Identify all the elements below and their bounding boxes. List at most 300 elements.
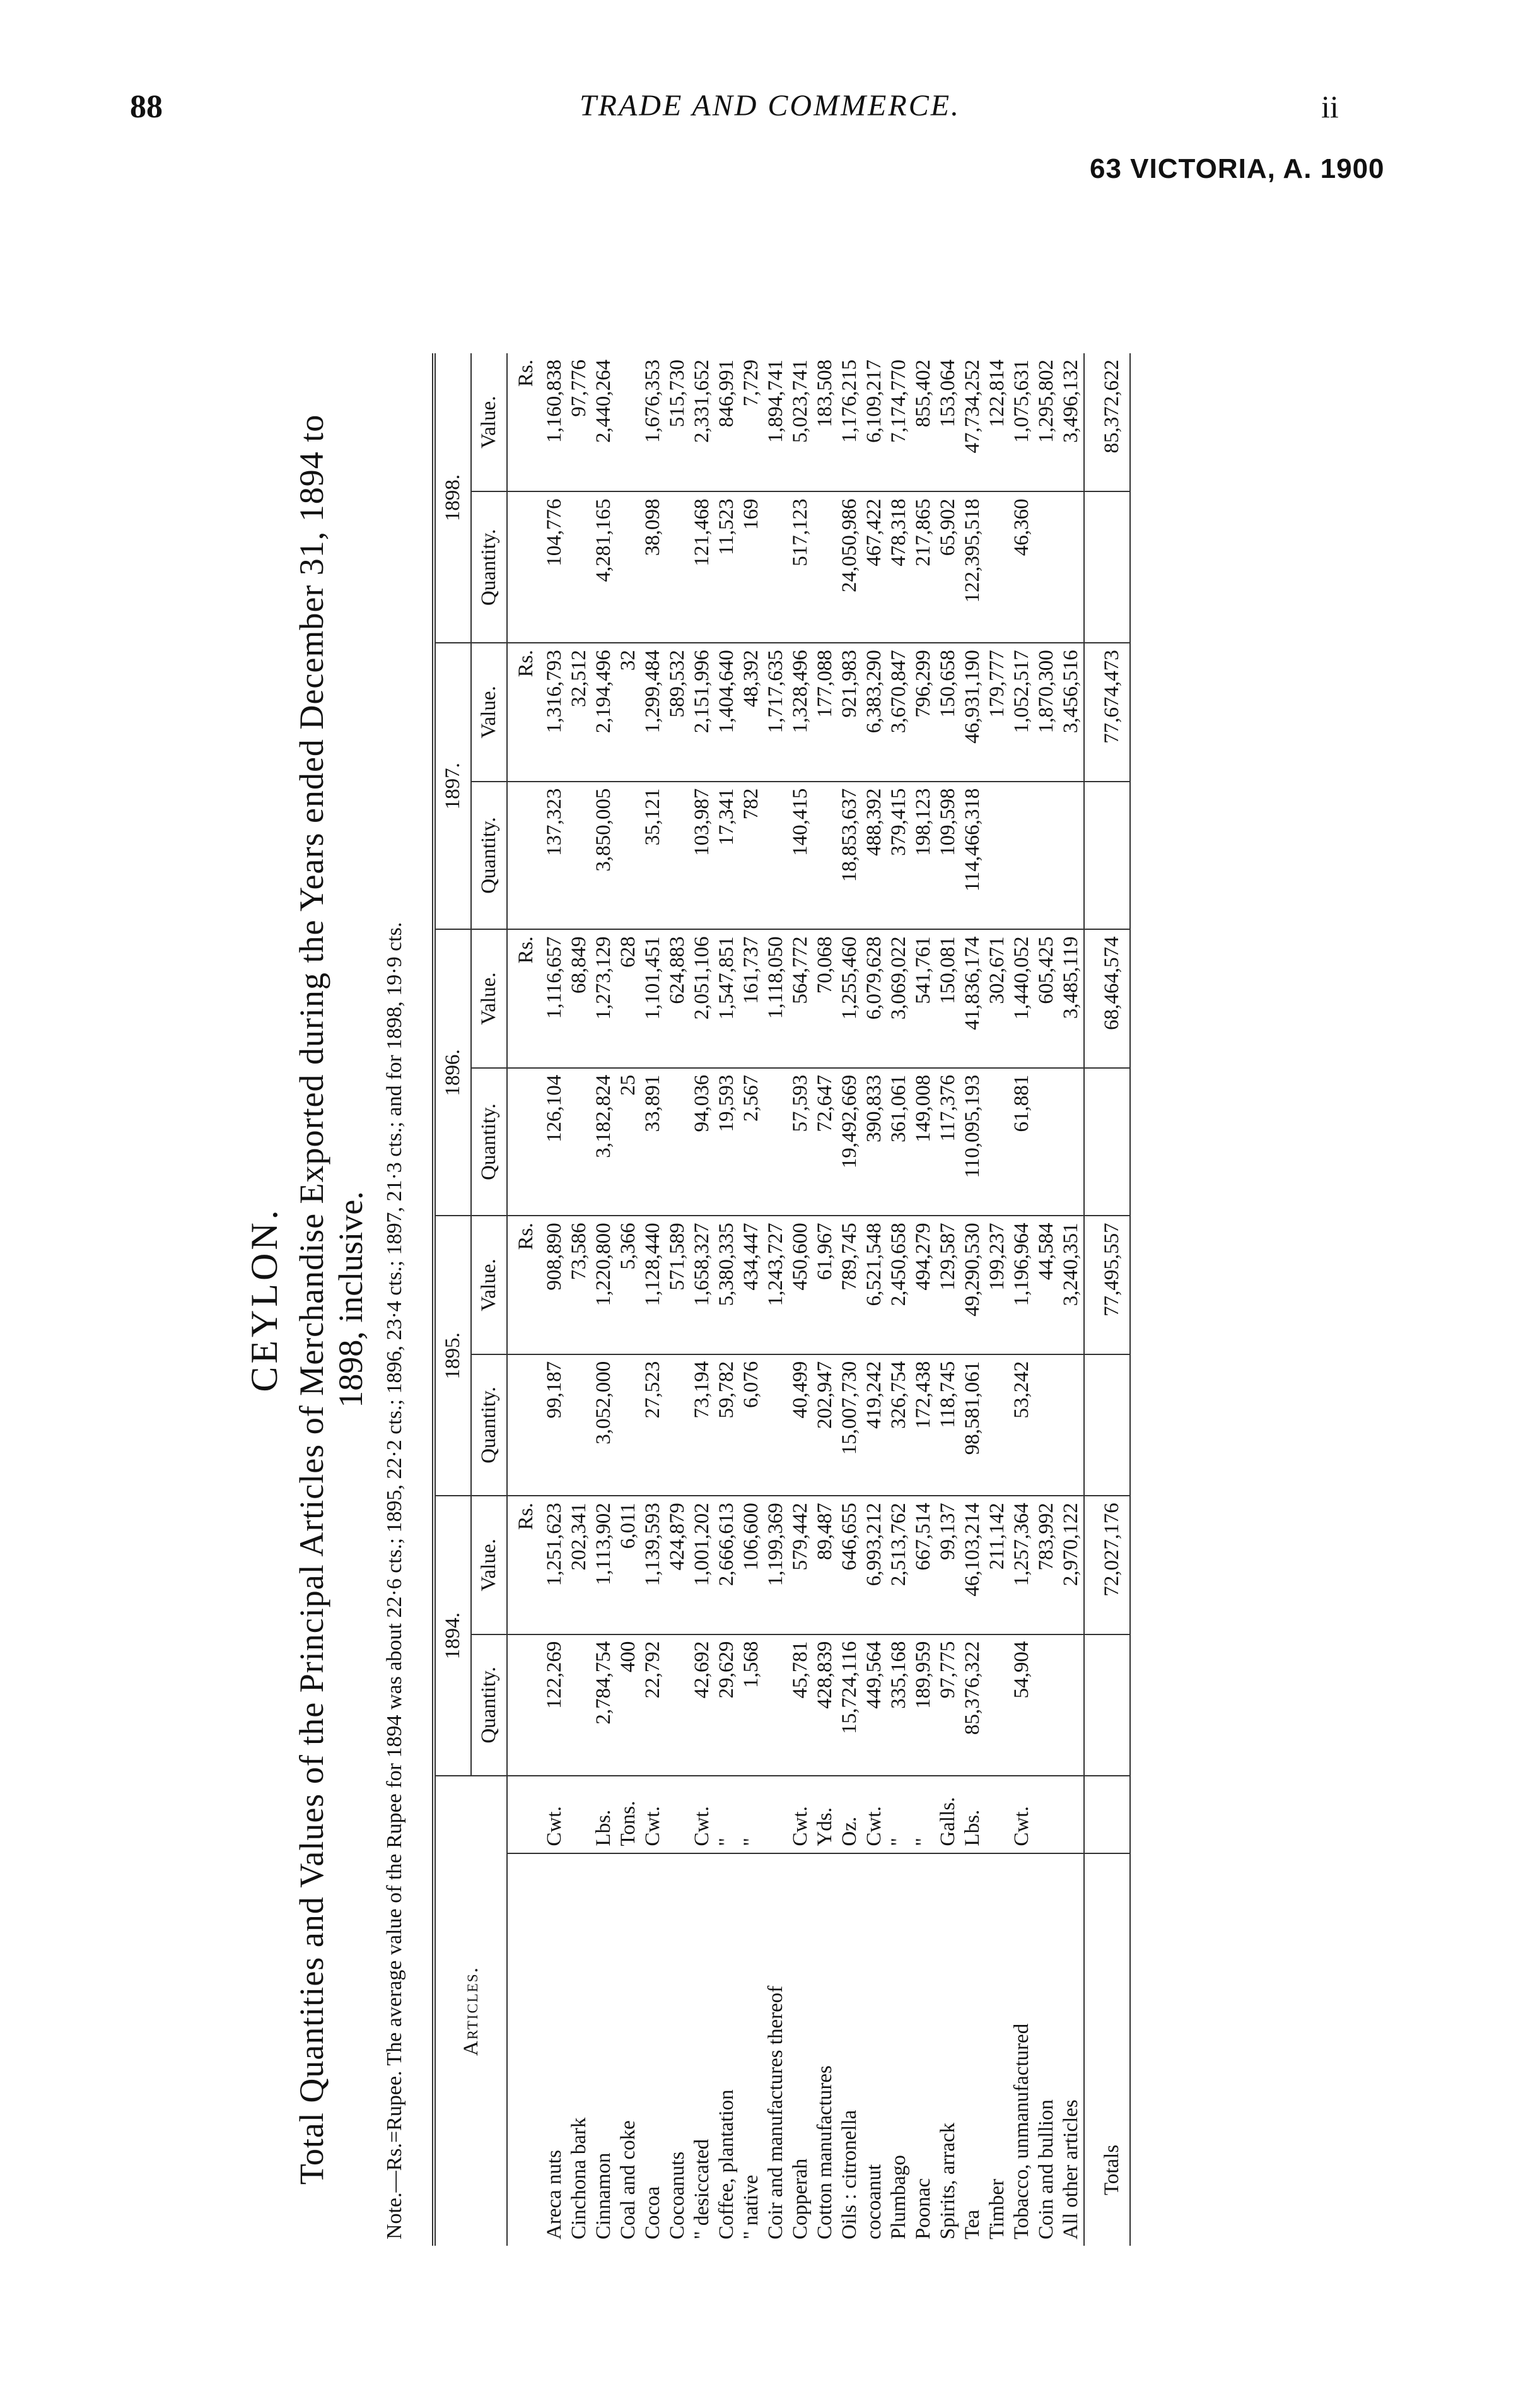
value-header: Value. [471,1216,507,1354]
table-row [739,353,764,2246]
quantity-cell-1896: 72,647 [813,1068,837,1216]
value-header: Value. [471,643,507,781]
quantity-cell-1897 [1010,782,1034,930]
value-cell-1897: 1,328,496 [788,643,813,781]
quantity-cell-1894: 2,784,754 [592,1634,616,1776]
quantity-cell-1896: 117,376 [936,1068,960,1216]
value-cell-1895: 3,240,351 [1059,1216,1084,1354]
value-cell-1894: 2,666,613 [715,1496,739,1634]
value-cell-1895: 494,279 [911,1216,936,1354]
table-row [542,353,567,2246]
article-name: Coir and manufactures thereof [764,1853,788,2246]
quantity-cell-1894 [665,1634,690,1776]
currency-label: Rs. [507,643,542,781]
quantity-cell-1896 [764,1068,788,1216]
unit-cell [665,1776,690,1853]
unit-cell: " [887,1776,911,1853]
quantity-cell-1895: 53,242 [1010,1354,1034,1496]
article-name: Coin and bullion [1034,1853,1059,2246]
quantity-cell-1895: 6,076 [739,1354,764,1496]
quantity-cell-1898: 104,776 [542,491,567,643]
quantity-cell-1894: 428,839 [813,1634,837,1776]
unit-cell: Cwt. [1010,1776,1034,1853]
value-cell-1895: 434,447 [739,1216,764,1354]
value-cell-1896: 564,772 [788,929,813,1067]
value-cell-1897: 6,383,290 [862,643,887,781]
quantity-cell-1894: 54,904 [1010,1634,1034,1776]
quantity-cell-1896: 94,036 [690,1068,715,1216]
value-cell-1897: 1,404,640 [715,643,739,781]
value-header: Value. [471,353,507,491]
article-name: Oils : citronella [837,1853,862,2246]
value-cell-1898: 855,402 [912,360,935,428]
quantity-cell-1898 [764,491,788,643]
value-cell-1898: 122,814 [986,360,1008,428]
unit-cell: " [715,1776,739,1853]
quantity-cell-1897: 137,323 [542,782,567,930]
quantity-cell-1894: 189,959 [911,1634,936,1776]
value-cell-1898: 1,894,741 [764,360,787,443]
quantity-cell-1898 [1059,491,1084,643]
table-row [1059,353,1084,2246]
value-cell-1898: 1,176,215 [838,360,861,443]
quantity-cell-1895: 172,438 [911,1354,936,1496]
value-cell-1894: 46,103,214 [960,1496,985,1634]
quantity-cell-1894: 122,269 [542,1634,567,1776]
value-cell-1894: 2,513,762 [887,1496,911,1634]
quantity-cell-1896 [665,1068,690,1216]
value-cell-1897: 1,052,517 [1010,643,1034,781]
value-cell-1895: 199,237 [985,1216,1010,1354]
value-cell-1895: 49,290,530 [960,1216,985,1354]
quantity-cell-1894: 45,781 [788,1634,813,1776]
value-cell-1895: 129,587 [936,1216,960,1354]
table-row [665,353,690,2246]
quantity-cell-1896: 361,061 [887,1068,911,1216]
table-row [985,353,1010,2246]
value-cell-1895: 61,967 [813,1216,837,1354]
currency-label: Rs. [515,360,537,387]
value-cell-1896: 70,068 [813,929,837,1067]
value-header: Value. [471,929,507,1067]
quantity-cell-1897: 3,850,005 [592,782,616,930]
value-cell-1896: 302,671 [985,929,1010,1067]
quantity-cell-1898: 122,395,518 [960,491,985,643]
table-row [960,353,985,2246]
value-cell-1898: 2,331,652 [691,360,713,443]
value-cell-1894: 783,992 [1034,1496,1059,1634]
value-cell-1897: 48,392 [739,643,764,781]
unit-cell: Lbs. [592,1776,616,1853]
value-cell-1896: 628 [616,929,641,1067]
quantity-cell-1896: 19,492,669 [837,1068,862,1216]
quantity-header: Quantity. [471,1634,507,1776]
articles-header: Articles. [434,1776,507,2246]
value-cell-1897: 177,088 [813,643,837,781]
quantity-cell-1896: 149,008 [911,1068,936,1216]
value-cell-1896: 1,118,050 [764,929,788,1067]
value-cell-1896: 1,116,657 [542,929,567,1067]
value-cell-1895: 450,600 [788,1216,813,1354]
unit-cell: " [739,1776,764,1853]
unit-cell: Lbs. [960,1776,985,1853]
quantity-cell-1897: 103,987 [690,782,715,930]
value-cell-1895: 908,890 [542,1216,567,1354]
quantity-cell-1894 [1059,1634,1084,1776]
quantity-cell-1895: 40,499 [788,1354,813,1496]
year-header-1894: 1894. [434,1496,471,1776]
value-cell-1897: 1,870,300 [1034,643,1059,781]
quantity-cell-1894: 42,692 [690,1634,715,1776]
value-cell-1898: 1,676,353 [641,360,664,443]
value-cell-1898: 183,508 [814,360,836,428]
quantity-cell-1896 [1059,1068,1084,1216]
table-row [764,353,788,2246]
quantity-cell-1895: 59,782 [715,1354,739,1496]
quantity-cell-1898 [665,491,690,643]
value-cell-1896: 1,101,451 [641,929,665,1067]
quantity-cell-1896 [567,1068,592,1216]
value-cell-1896: 41,836,174 [960,929,985,1067]
quantity-cell-1895: 326,754 [887,1354,911,1496]
article-name: Poonac [911,1853,936,2246]
value-cell-1894: 2,970,122 [1059,1496,1084,1634]
quantity-cell-1894 [985,1634,1010,1776]
article-name: Spirits, arrack [936,1853,960,2246]
table-row [936,353,960,2246]
value-cell-1897: 3,456,516 [1059,643,1084,781]
quantity-cell-1895 [764,1354,788,1496]
value-cell-1897: 589,532 [665,643,690,781]
quantity-cell-1895 [665,1354,690,1496]
unit-cell: " [911,1776,936,1853]
article-name: Cocoa [641,1853,665,2246]
table-row [837,353,862,2246]
quantity-cell-1898: 4,281,165 [592,491,616,643]
article-name: Copperah [788,1853,813,2246]
unit-cell [1034,1776,1059,1853]
quantity-cell-1898 [985,491,1010,643]
quantity-cell-1898 [567,491,592,643]
session-label: 63 VICTORIA, A. 1900 [1090,153,1385,184]
value-cell-1895: 1,220,800 [592,1216,616,1354]
value-cell-1895: 571,589 [665,1216,690,1354]
quantity-cell-1897: 17,341 [715,782,739,930]
quantity-cell-1895 [1034,1354,1059,1496]
quantity-cell-1896: 57,593 [788,1068,813,1216]
value-cell-1896: 2,051,106 [690,929,715,1067]
article-name: Cocoanuts [665,1853,690,2246]
quantity-cell-1898: 467,422 [862,491,887,643]
value-cell-1898: 153,064 [936,360,959,428]
unit-cell: Cwt. [862,1776,887,1853]
quantity-cell-1896: 390,833 [862,1068,887,1216]
quantity-cell-1897 [985,782,1010,930]
quantity-cell-1897 [665,782,690,930]
table-row [911,353,936,2246]
quantity-cell-1897: 18,853,637 [837,782,862,930]
value-cell-1897: 1,299,484 [641,643,665,781]
quantity-cell-1895: 27,523 [641,1354,665,1496]
quantity-cell-1895 [985,1354,1010,1496]
quantity-cell-1894: 449,564 [862,1634,887,1776]
table-row [788,353,813,2246]
value-cell-1896: 68,849 [567,929,592,1067]
currency-label: Rs. [507,929,542,1067]
article-name: Cotton manufactures [813,1853,837,2246]
quantity-cell-1896: 19,593 [715,1068,739,1216]
value-cell-1896: 605,425 [1034,929,1059,1067]
total-1894: 72,027,176 [1084,1496,1130,1634]
value-cell-1898: 1,075,631 [1010,360,1033,443]
table-row [616,353,641,2246]
value-cell-1896: 6,079,628 [862,929,887,1067]
unit-cell: Cwt. [542,1776,567,1853]
quantity-cell-1897: 782 [739,782,764,930]
totals-row [1084,353,1130,2246]
rupee-note: Note.—Rs.=Rupee. The average value of the Rupee for 1894 was about 22·6 cts.; 1895, 22·2 cts.; 1896, 23·4 cts.; 1897, 21·3 cts.; and for 1898, 19·9 cts. [383,922,406,2239]
quantity-cell-1894: 400 [616,1634,641,1776]
value-cell-1898: 846,991 [715,360,738,428]
quantity-cell-1894: 15,724,116 [837,1634,862,1776]
quantity-header: Quantity. [471,491,507,643]
value-cell-1894: 202,341 [567,1496,592,1634]
quantity-cell-1898: 46,360 [1010,491,1034,643]
table-row [690,353,715,2246]
value-cell-1894: 1,199,369 [764,1496,788,1634]
article-name: Timber [985,1853,1010,2246]
article-name: Tobacco, unmanufactured [1010,1853,1034,2246]
article-name: All other articles [1059,1853,1084,2246]
table-row [715,353,739,2246]
value-cell-1896: 1,440,052 [1010,929,1034,1067]
quantity-cell-1896: 110,095,193 [960,1068,985,1216]
quantity-cell-1897: 140,415 [788,782,813,930]
value-cell-1898: 515,730 [666,360,689,428]
value-cell-1896: 541,761 [911,929,936,1067]
running-head: TRADE AND COMMERCE. [579,89,961,122]
quantity-cell-1894 [764,1634,788,1776]
value-cell-1895: 5,380,335 [715,1216,739,1354]
quantity-cell-1898: 38,098 [641,491,665,643]
quantity-cell-1898: 517,123 [788,491,813,643]
table-row [887,353,911,2246]
table-title-line-2: 1898, inclusive. [332,1191,370,1408]
quantity-cell-1898: 169 [739,491,764,643]
article-name: Cinnamon [592,1853,616,2246]
article-name: Plumbago [887,1853,911,2246]
currency-label: Rs. [507,1496,542,1634]
article-name: Tea [960,1853,985,2246]
value-cell-1895: 5,366 [616,1216,641,1354]
value-cell-1894: 99,137 [936,1496,960,1634]
article-name: Areca nuts [542,1853,567,2246]
quantity-cell-1895 [1059,1354,1084,1496]
quantity-cell-1898: 121,468 [690,491,715,643]
value-cell-1898: 2,440,264 [592,360,615,443]
value-cell-1894: 646,655 [837,1496,862,1634]
quantity-cell-1898: 478,318 [887,491,911,643]
quantity-cell-1898 [813,491,837,643]
article-name: cocoanut [862,1853,887,2246]
quantity-cell-1897: 198,123 [911,782,936,930]
quantity-header: Quantity. [471,782,507,930]
value-cell-1896: 1,255,460 [837,929,862,1067]
unit-cell: Cwt. [788,1776,813,1853]
quantity-cell-1897 [813,782,837,930]
value-cell-1898: 1,295,802 [1035,360,1058,443]
value-cell-1895: 1,196,964 [1010,1216,1034,1354]
quantity-cell-1897 [764,782,788,930]
quantity-cell-1897 [1059,782,1084,930]
value-cell-1897: 3,670,847 [887,643,911,781]
total-1895: 77,495,557 [1084,1216,1130,1354]
unit-cell: Oz. [837,1776,862,1853]
value-cell-1897: 796,299 [911,643,936,781]
value-cell-1898: 97,776 [568,360,590,417]
quantity-cell-1896: 2,567 [739,1068,764,1216]
value-cell-1894: 1,001,202 [690,1496,715,1634]
unit-cell: Cwt. [690,1776,715,1853]
quantity-cell-1894 [567,1634,592,1776]
value-cell-1895: 44,584 [1034,1216,1059,1354]
quantity-cell-1897: 488,392 [862,782,887,930]
unit-cell: Tons. [616,1776,641,1853]
year-header-1896: 1896. [434,929,471,1216]
unit-cell: Cwt. [641,1776,665,1853]
value-cell-1894: 579,442 [788,1496,813,1634]
quantity-cell-1895: 15,007,730 [837,1354,862,1496]
quantity-cell-1898: 217,865 [911,491,936,643]
quantity-cell-1897: 109,598 [936,782,960,930]
quantity-cell-1894: 29,629 [715,1634,739,1776]
quantity-cell-1896: 25 [616,1068,641,1216]
quantity-cell-1898 [616,491,641,643]
article-name: Coffee, plantation [715,1853,739,2246]
quantity-cell-1897 [616,782,641,930]
value-cell-1897: 46,931,190 [960,643,985,781]
exports-table [432,353,1131,2246]
quantity-cell-1898: 24,050,986 [837,491,862,643]
value-cell-1894: 211,142 [985,1496,1010,1634]
value-cell-1894: 6,993,212 [862,1496,887,1634]
quantity-cell-1894: 85,376,322 [960,1634,985,1776]
value-cell-1894: 1,113,902 [592,1496,616,1634]
total-1898: 85,372,622 [1084,353,1130,491]
value-cell-1898: 3,496,132 [1059,360,1082,443]
total-1896: 68,464,574 [1084,929,1130,1067]
value-cell-1895: 2,450,658 [887,1216,911,1354]
quantity-cell-1898: 11,523 [715,491,739,643]
quantity-header: Quantity. [471,1068,507,1216]
value-cell-1894: 106,600 [739,1496,764,1634]
value-cell-1896: 161,737 [739,929,764,1067]
table-row [1034,353,1059,2246]
part-label: ii [1321,89,1339,124]
value-cell-1898: 6,109,217 [863,360,885,443]
value-cell-1895: 789,745 [837,1216,862,1354]
rotated-table-region [243,353,1264,2246]
quantity-cell-1898: 65,902 [936,491,960,643]
unit-cell [1059,1776,1084,1853]
value-cell-1894: 6,011 [616,1496,641,1634]
value-cell-1897: 2,151,996 [690,643,715,781]
value-cell-1897: 921,983 [837,643,862,781]
unit-cell: Yds. [813,1776,837,1853]
value-cell-1896: 1,273,129 [592,929,616,1067]
value-cell-1894: 89,487 [813,1496,837,1634]
quantity-cell-1897: 114,466,318 [960,782,985,930]
currency-row [507,353,542,2246]
quantity-cell-1897 [1034,782,1059,930]
article-name: Coal and coke [616,1853,641,2246]
quantity-cell-1896: 126,104 [542,1068,567,1216]
quantity-cell-1894: 335,168 [887,1634,911,1776]
unit-cell [764,1776,788,1853]
quantity-cell-1896: 61,881 [1010,1068,1034,1216]
quantity-cell-1895: 118,745 [936,1354,960,1496]
year-header-1895: 1895. [434,1216,471,1496]
quantity-cell-1894: 22,792 [641,1634,665,1776]
quantity-cell-1897: 35,121 [641,782,665,930]
value-cell-1897: 150,658 [936,643,960,781]
value-cell-1896: 624,883 [665,929,690,1067]
table-row [1010,353,1034,2246]
value-cell-1896: 1,547,851 [715,929,739,1067]
value-cell-1897: 1,316,793 [542,643,567,781]
value-cell-1894: 1,139,593 [641,1496,665,1634]
table-title-line-1: Total Quantities and Values of the Principal Articles of Merchandise Exported during the Years ended December 31, 1894 to [293,414,330,2185]
table-body [507,353,1084,2246]
year-header-1897: 1897. [434,643,471,929]
quantity-cell-1898 [1034,491,1059,643]
value-header: Value. [471,1496,507,1634]
table-row [592,353,616,2246]
value-cell-1897: 32,512 [567,643,592,781]
quantity-cell-1895 [567,1354,592,1496]
value-cell-1897: 2,194,496 [592,643,616,781]
quantity-cell-1895: 73,194 [690,1354,715,1496]
quantity-cell-1895: 419,242 [862,1354,887,1496]
value-cell-1894: 667,514 [911,1496,936,1634]
value-cell-1896: 3,069,022 [887,929,911,1067]
value-cell-1897: 32 [616,643,641,781]
value-cell-1898: 1,160,838 [543,360,566,443]
unit-cell [985,1776,1010,1853]
quantity-cell-1895: 202,947 [813,1354,837,1496]
quantity-cell-1897: 379,415 [887,782,911,930]
value-cell-1898: 5,023,741 [789,360,812,443]
table-row [641,353,665,2246]
value-cell-1895: 1,243,727 [764,1216,788,1354]
quantity-cell-1895: 98,581,061 [960,1354,985,1496]
quantity-cell-1896 [1034,1068,1059,1216]
value-cell-1898: 7,729 [740,360,762,407]
page-number: 88 [130,89,163,125]
quantity-cell-1896: 3,182,824 [592,1068,616,1216]
value-cell-1895: 6,521,548 [862,1216,887,1354]
quantity-cell-1896 [985,1068,1010,1216]
value-cell-1895: 1,128,440 [641,1216,665,1354]
unit-cell [567,1776,592,1853]
quantity-cell-1894 [1034,1634,1059,1776]
value-cell-1896: 3,485,119 [1059,929,1084,1067]
quantity-cell-1895: 99,187 [542,1354,567,1496]
quantity-cell-1894: 97,775 [936,1634,960,1776]
value-cell-1898: 47,734,252 [961,360,984,454]
article-name: Cinchona bark [567,1853,592,2246]
value-cell-1897: 1,717,635 [764,643,788,781]
